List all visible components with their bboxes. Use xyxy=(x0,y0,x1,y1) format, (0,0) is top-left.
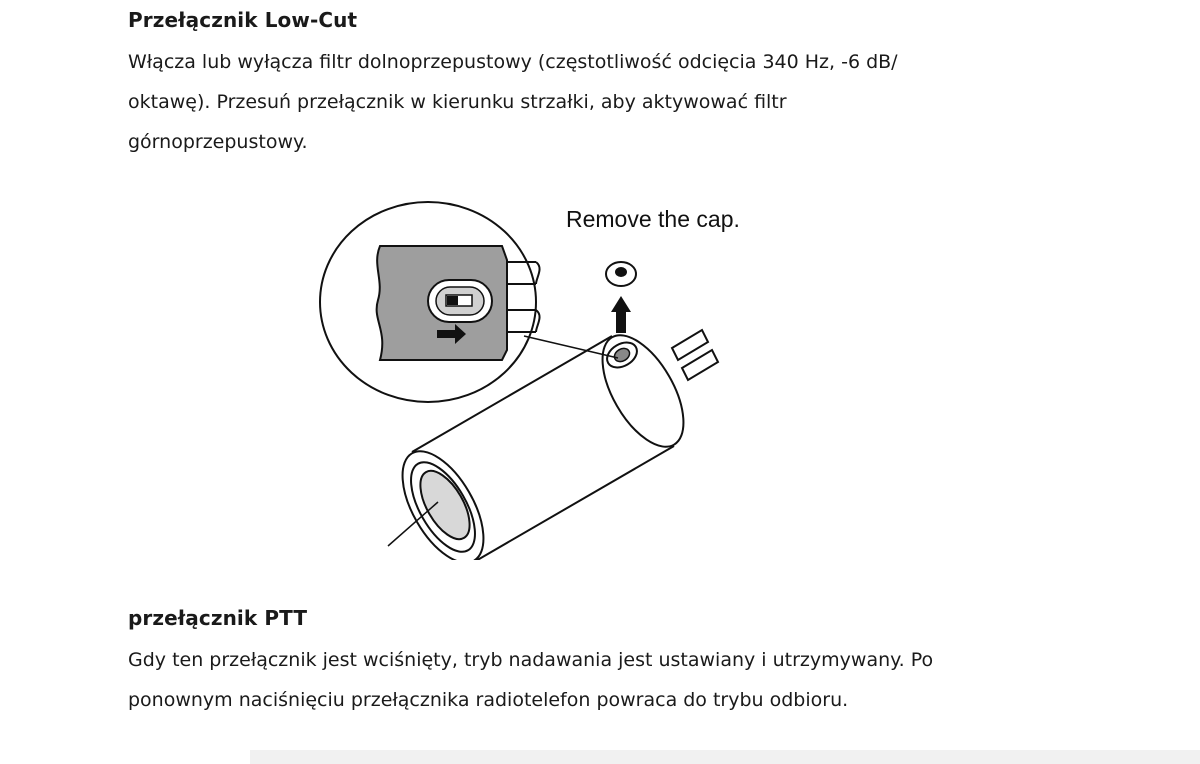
ptt-section xyxy=(128,606,988,720)
ptt-title: przełącznik PTT xyxy=(128,606,308,630)
bottom-panel-edge xyxy=(250,750,1200,764)
microphone-diagram-svg xyxy=(300,190,860,560)
lowcut-section xyxy=(128,8,988,162)
remove-arrow-icon xyxy=(611,296,631,333)
lowcut-description: Włącza lub wyłącza filtr dolnoprzepustowy (częstotliwość odcięcia 340 Hz, -6 dB/ oktawę). Przesuń przełącznik w kierunku strzałki, aby aktywować filtr górnoprzepustowy. xyxy=(128,51,898,153)
microphone-illustration xyxy=(300,190,860,560)
ptt-description: Gdy ten przełącznik jest wciśnięty, tryb nadawania jest ustawiany i utrzymywany. Po ponownym naciśnięciu przełącznika radiotelefon powraca do trybu odbioru. xyxy=(128,649,934,711)
remove-cap-caption: Remove the cap. xyxy=(566,206,740,232)
lowcut-title: Przełącznik Low-Cut xyxy=(128,8,358,32)
